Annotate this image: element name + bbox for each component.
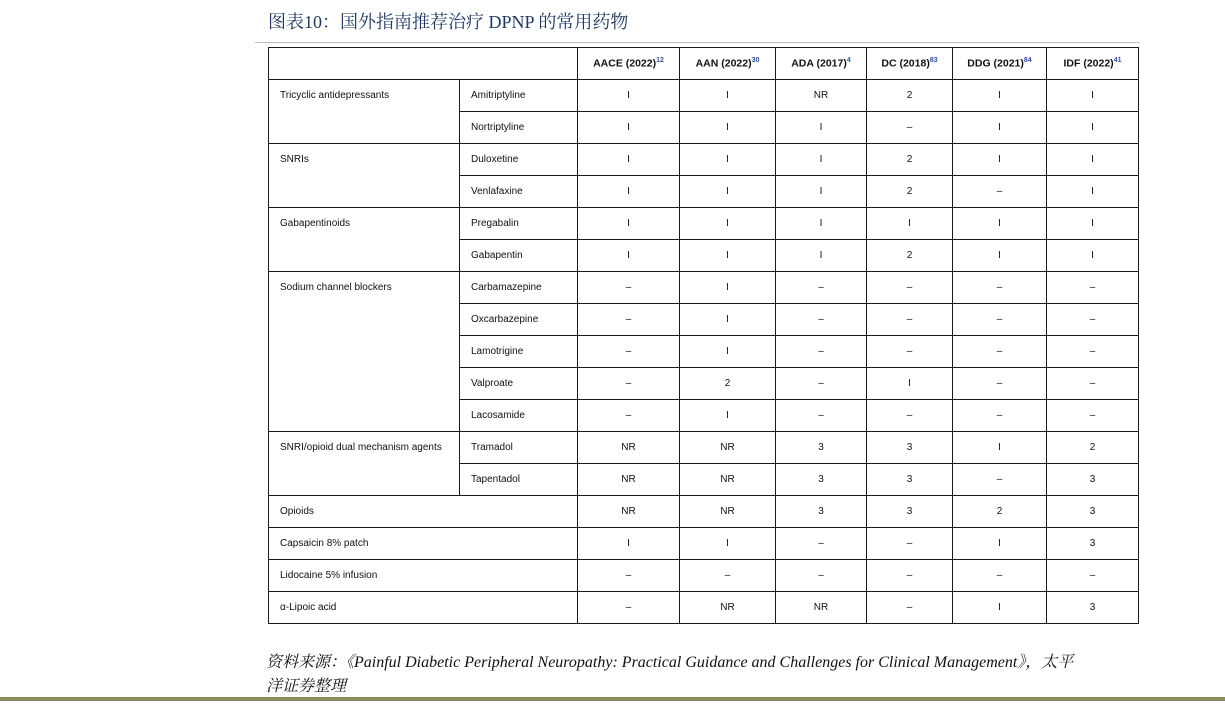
recommendation-cell: 2 bbox=[680, 368, 776, 400]
recommendation-cell: I bbox=[776, 208, 867, 240]
recommendation-cell: 3 bbox=[776, 432, 867, 464]
recommendation-cell: – bbox=[1047, 272, 1139, 304]
recommendation-cell: I bbox=[680, 304, 776, 336]
recommendation-cell: 3 bbox=[867, 496, 953, 528]
table-row bbox=[269, 80, 1139, 112]
recommendation-cell: I bbox=[578, 208, 680, 240]
recommendation-cell: NR bbox=[776, 80, 867, 112]
recommendation-cell: – bbox=[953, 368, 1047, 400]
recommendation-cell: – bbox=[776, 528, 867, 560]
drug-name-cell: Lamotrigine bbox=[460, 336, 578, 368]
recommendation-cell: – bbox=[953, 304, 1047, 336]
recommendation-cell: I bbox=[578, 176, 680, 208]
recommendation-cell: I bbox=[680, 80, 776, 112]
drug-class-cell: α-Lipoic acid bbox=[269, 592, 578, 624]
recommendation-cell: I bbox=[680, 144, 776, 176]
recommendation-cell: I bbox=[953, 208, 1047, 240]
header-aan: AAN $(2022)^{30}$ bbox=[680, 48, 776, 80]
table-header-row bbox=[269, 48, 1139, 80]
header-blank-cell bbox=[269, 48, 578, 80]
recommendation-cell: – bbox=[953, 272, 1047, 304]
recommendation-cell: I bbox=[680, 176, 776, 208]
recommendation-cell: – bbox=[776, 304, 867, 336]
recommendation-cell: – bbox=[867, 272, 953, 304]
recommendation-cell: – bbox=[867, 112, 953, 144]
recommendation-cell: I bbox=[680, 112, 776, 144]
recommendation-cell: 3 bbox=[867, 464, 953, 496]
drug-name-cell: Valproate bbox=[460, 368, 578, 400]
header-ada: ADA $(2017)^4$ bbox=[776, 48, 867, 80]
recommendation-cell: 2 bbox=[867, 240, 953, 272]
recommendation-cell: I bbox=[1047, 208, 1139, 240]
recommendation-cell: – bbox=[776, 368, 867, 400]
recommendation-cell: – bbox=[1047, 560, 1139, 592]
recommendation-cell: I bbox=[1047, 240, 1139, 272]
recommendation-cell: – bbox=[578, 592, 680, 624]
recommendation-cell: – bbox=[680, 560, 776, 592]
recommendation-cell: I bbox=[953, 80, 1047, 112]
recommendation-cell: 3 bbox=[1047, 528, 1139, 560]
recommendation-cell: 2 bbox=[867, 144, 953, 176]
recommendation-cell: I bbox=[1047, 80, 1139, 112]
recommendation-cell: – bbox=[953, 464, 1047, 496]
recommendation-cell: NR bbox=[776, 592, 867, 624]
drug-class-cell: Tricyclic antidepressants bbox=[269, 80, 460, 144]
figure-title: 图表10：国外指南推荐治疗 DPNP 的常用药物 bbox=[268, 12, 629, 32]
table-row bbox=[269, 560, 1139, 592]
drug-name-cell: Lacosamide bbox=[460, 400, 578, 432]
recommendation-cell: – bbox=[953, 336, 1047, 368]
recommendation-cell: NR bbox=[680, 592, 776, 624]
recommendation-cell: – bbox=[1047, 400, 1139, 432]
recommendation-cell: I bbox=[680, 400, 776, 432]
recommendation-cell: I bbox=[680, 528, 776, 560]
recommendation-cell: I bbox=[1047, 176, 1139, 208]
recommendation-cell: – bbox=[953, 176, 1047, 208]
recommendation-cell: – bbox=[578, 368, 680, 400]
recommendation-cell: – bbox=[578, 336, 680, 368]
recommendation-cell: I bbox=[953, 432, 1047, 464]
recommendation-cell: 3 bbox=[867, 432, 953, 464]
table-body bbox=[269, 80, 1139, 624]
header-ddg: DDG $(2021)^{84}$ bbox=[953, 48, 1047, 80]
recommendation-cell: I bbox=[680, 240, 776, 272]
recommendation-cell: – bbox=[867, 304, 953, 336]
recommendation-cell: – bbox=[1047, 368, 1139, 400]
recommendation-cell: – bbox=[867, 560, 953, 592]
recommendation-cell: – bbox=[867, 528, 953, 560]
recommendation-cell: 2 bbox=[867, 80, 953, 112]
recommendation-cell: – bbox=[867, 592, 953, 624]
recommendation-cell: I bbox=[953, 112, 1047, 144]
drug-class-cell: Sodium channel blockers bbox=[269, 272, 460, 432]
recommendation-cell: – bbox=[953, 560, 1047, 592]
recommendation-cell: NR bbox=[680, 432, 776, 464]
recommendation-cell: I bbox=[867, 368, 953, 400]
recommendation-cell: – bbox=[1047, 336, 1139, 368]
recommendation-cell: NR bbox=[578, 432, 680, 464]
recommendation-cell: – bbox=[578, 400, 680, 432]
table-row bbox=[269, 208, 1139, 240]
recommendation-cell: I bbox=[578, 144, 680, 176]
drug-name-cell: Venlafaxine bbox=[460, 176, 578, 208]
recommendation-cell: 2 bbox=[867, 176, 953, 208]
recommendation-cell: I bbox=[680, 336, 776, 368]
drug-name-cell: Duloxetine bbox=[460, 144, 578, 176]
recommendation-cell: I bbox=[680, 272, 776, 304]
recommendation-cell: I bbox=[776, 176, 867, 208]
recommendation-cell: 3 bbox=[1047, 496, 1139, 528]
recommendation-cell: I bbox=[953, 528, 1047, 560]
recommendation-cell: 3 bbox=[1047, 592, 1139, 624]
drug-name-cell: Carbamazepine bbox=[460, 272, 578, 304]
guideline-drug-table bbox=[268, 47, 1139, 624]
recommendation-cell: NR bbox=[680, 496, 776, 528]
drug-class-cell: Capsaicin 8% patch bbox=[269, 528, 578, 560]
recommendation-cell: 2 bbox=[953, 496, 1047, 528]
drug-class-cell: Opioids bbox=[269, 496, 578, 528]
recommendation-cell: I bbox=[578, 80, 680, 112]
drug-class-cell: Lidocaine 5% infusion bbox=[269, 560, 578, 592]
recommendation-cell: – bbox=[867, 400, 953, 432]
recommendation-cell: I bbox=[1047, 112, 1139, 144]
recommendation-cell: NR bbox=[578, 464, 680, 496]
table-row bbox=[269, 592, 1139, 624]
recommendation-cell: – bbox=[776, 336, 867, 368]
recommendation-cell: I bbox=[776, 240, 867, 272]
recommendation-cell: I bbox=[578, 112, 680, 144]
recommendation-cell: I bbox=[953, 592, 1047, 624]
recommendation-cell: I bbox=[578, 240, 680, 272]
drug-class-cell: Gabapentinoids bbox=[269, 208, 460, 272]
footer-rule bbox=[0, 697, 1225, 701]
drug-class-cell: SNRIs bbox=[269, 144, 460, 208]
drug-name-cell: Tramadol bbox=[460, 432, 578, 464]
recommendation-cell: 3 bbox=[1047, 464, 1139, 496]
source-note: 资料来源：《Painful Diabetic Peripheral Neuropathy: Practical Guidance and Challenges for Clinical Management》，太平洋证券整理 bbox=[266, 654, 1074, 695]
recommendation-cell: – bbox=[867, 336, 953, 368]
drug-name-cell: Oxcarbazepine bbox=[460, 304, 578, 336]
recommendation-cell: – bbox=[578, 272, 680, 304]
table-row bbox=[269, 528, 1139, 560]
table-row bbox=[269, 432, 1139, 464]
recommendation-cell: 2 bbox=[1047, 432, 1139, 464]
recommendation-cell: I bbox=[578, 528, 680, 560]
recommendation-cell: I bbox=[953, 240, 1047, 272]
recommendation-cell: – bbox=[776, 272, 867, 304]
recommendation-cell: I bbox=[776, 112, 867, 144]
recommendation-cell: I bbox=[1047, 144, 1139, 176]
recommendation-cell: I bbox=[953, 144, 1047, 176]
table-row bbox=[269, 272, 1139, 304]
recommendation-cell: 3 bbox=[776, 464, 867, 496]
drug-name-cell: Gabapentin bbox=[460, 240, 578, 272]
drug-name-cell: Amitriptyline bbox=[460, 80, 578, 112]
recommendation-cell: I bbox=[680, 208, 776, 240]
recommendation-cell: – bbox=[776, 560, 867, 592]
recommendation-cell: – bbox=[578, 560, 680, 592]
recommendation-cell: – bbox=[578, 304, 680, 336]
title-divider bbox=[255, 42, 1140, 43]
recommendation-cell: – bbox=[1047, 304, 1139, 336]
drug-name-cell: Nortriptyline bbox=[460, 112, 578, 144]
recommendation-cell: NR bbox=[578, 496, 680, 528]
header-dc: DC $(2018)^{83}$ bbox=[867, 48, 953, 80]
drug-class-cell: SNRI/opioid dual mechanism agents bbox=[269, 432, 460, 496]
table-row bbox=[269, 496, 1139, 528]
drug-name-cell: Pregabalin bbox=[460, 208, 578, 240]
recommendation-cell: – bbox=[776, 400, 867, 432]
table-row bbox=[269, 144, 1139, 176]
recommendation-cell: 3 bbox=[776, 496, 867, 528]
header-idf: IDF $(2022)^{41}$ bbox=[1047, 48, 1139, 80]
recommendation-cell: I bbox=[776, 144, 867, 176]
recommendation-cell: NR bbox=[680, 464, 776, 496]
header-aace: AACE $(2022)^{12}$ bbox=[578, 48, 680, 80]
recommendation-cell: – bbox=[953, 400, 1047, 432]
recommendation-cell: I bbox=[867, 208, 953, 240]
drug-name-cell: Tapentadol bbox=[460, 464, 578, 496]
